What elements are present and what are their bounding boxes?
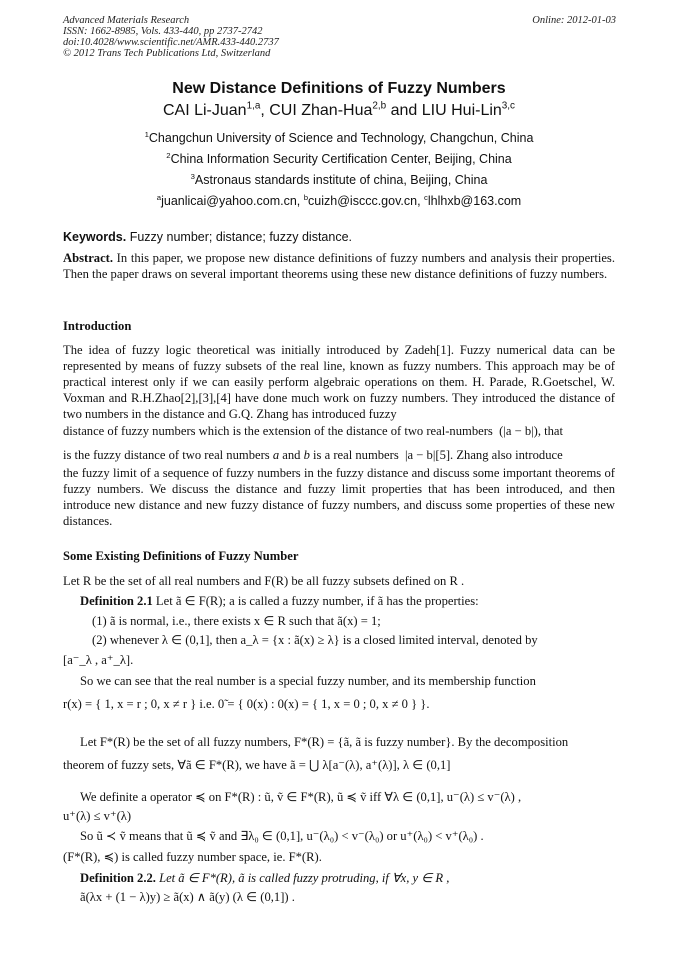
author-name: LIU Hui-Lin [421,102,502,119]
text-line: So we can see that the real number is a special fuzzy number, and its membership function [80,674,536,688]
intro-line: is the fuzzy distance of two real numbers a and b is a real numbers |a − b|[5]. Zhang also introduce [63,448,563,462]
definition-2-2: Definition 2.2. Let ã ∈ F*(R), ã is called fuzzy protruding, if ∀x, y ∈ R , [80,871,450,885]
author-emails: $^a$juanlicai@yahoo.com.cn, $^b$cuizh@isccc.gov.cn, $^c$lhlhxb@163.com [156,192,522,208]
formula-line: theorem of fuzzy sets, ∀ã ∈ F*(R), we have ã = ⋃ λ[a⁻(λ), a⁺(λ)], λ ∈ (0,1] [63,758,451,772]
text-line: [a⁻_λ , a⁺_λ]. [63,653,134,667]
text-line: We definite a operator ≼ on F*(R) : ũ, ṽ ∈ F*(R), ũ ≼ ṽ iff ∀λ ∈ (0,1], u⁻(λ) ≤ v⁻(λ) , [80,790,522,804]
definition-2-1: Definition 2.1 Let ã ∈ F(R); a is called a fuzzy number, if ã has the properties: [80,594,479,608]
text-line: (2) whenever λ ∈ (0,1], then a_λ = {x : ã(x) ≥ λ} is a closed limited interval, denoted by [92,633,538,647]
text-line: So ũ ≺ ṽ means that ũ ≼ ṽ and ∃λ₀ ∈ (0,1], u⁻(λ₀) < v⁻(λ₀) or u⁺(λ₀) < v⁺(λ₀) . [80,829,484,843]
intro-paragraph-cont: the fuzzy limit of a sequence of fuzzy numbers in the fuzzy distance and discuss some important theorems of fuzzy numbers. We discuss the distance and fuzzy limit properties that has been introduced, and then introduce new distance and new fuzzy distance of fuzzy numbers, and discuss some properties of these new distances. [63,466,615,528]
section-heading-definitions: Some Existing Definitions of Fuzzy Number [63,549,299,563]
online-date: Online: 2012-01-03 [532,15,616,26]
keywords: Keywords. Fuzzy number; distance; fuzzy distance. [63,230,353,244]
formula-line: r(x) = { 1, x = r ; 0, x ≠ r } i.e. 0̃ = { 0(x) : 0(x) = { 1, x = 0 ; 0, x ≠ 0 } }. [63,697,430,711]
author-list: CAI Li-Juan$^{1,a}$, CUI Zhan-Hua$^{2,b}$ and LIU Hui-Lin$^{3,c}$ [162,100,516,119]
journal-name: Advanced Materials Research [63,15,190,26]
intro-paragraph: The idea of fuzzy logic theoretical was initially introduced by Zadeh[1]. Fuzzy numerical data can be represented by means of fuzzy subsets of the real line, known as fuzzy numbers. This approach may be of practical interest only if we can easily perform algebraic operations on them. H. Parade, R.Goetschel, W. Voxman and R.H.Zhao[2],[3],[4] have done much work on fuzzy numbers. They introduced the distance of two numbers in the distance and G.Q. Zhang has introduced fuzzy [63,343,615,421]
copyright-line: © 2012 Trans Tech Publications Ltd, Switzerland [63,48,271,59]
issn-line: ISSN: 1662-8985, Vols. 433-440, pp 2737-2742 [63,26,263,37]
text-line: (F*(R), ≼) is called fuzzy number space, ie. F*(R). [63,850,322,864]
text-line: Let R be the set of all real numbers and F(R) be all fuzzy subsets defined on R . [63,574,465,588]
formula-line: ã(λx + (1 − λ)y) ≥ ã(x) ∧ ã(y) (λ ∈ (0,1]) . [80,890,295,904]
text-line: u⁺(λ) ≤ v⁺(λ) [63,809,132,823]
author-name: CAI Li-Juan [162,102,247,119]
section-heading-introduction: Introduction [63,319,132,333]
intro-line: distance of fuzzy numbers which is the extension of the distance of two real-numbers (|a − b|), that [63,424,564,438]
affiliation-1: $^1$Changchun University of Science and Technology, Changchun, China [144,129,534,145]
paper-title: New Distance Definitions of Fuzzy Numbers [172,80,506,97]
text-line: (1) ã is normal, i.e., there exists x ∈ R such that ã(x) = 1; [92,614,381,628]
affiliation-2: $^2$China Information Security Certification Center, Beijing, China [166,150,512,166]
journal-meta [63,15,616,59]
doi-line: doi:10.4028/www.scientific.net/AMR.433-440.2737 [63,37,279,48]
author-name: CUI Zhan-Hua [269,102,373,119]
affiliation-3: $^3$Astronaus standards institute of china, Beijing, China [190,171,488,187]
abstract: Abstract. In this paper, we propose new distance definitions of fuzzy numbers and analysis their properties. Then the paper draws on several important theorems using these new distance definitions of fuzzy numbers. [63,251,615,281]
text-line: Let F*(R) be the set of all fuzzy numbers, F*(R) = {ã, ã is fuzzy number}. By the decomposition [80,735,569,749]
